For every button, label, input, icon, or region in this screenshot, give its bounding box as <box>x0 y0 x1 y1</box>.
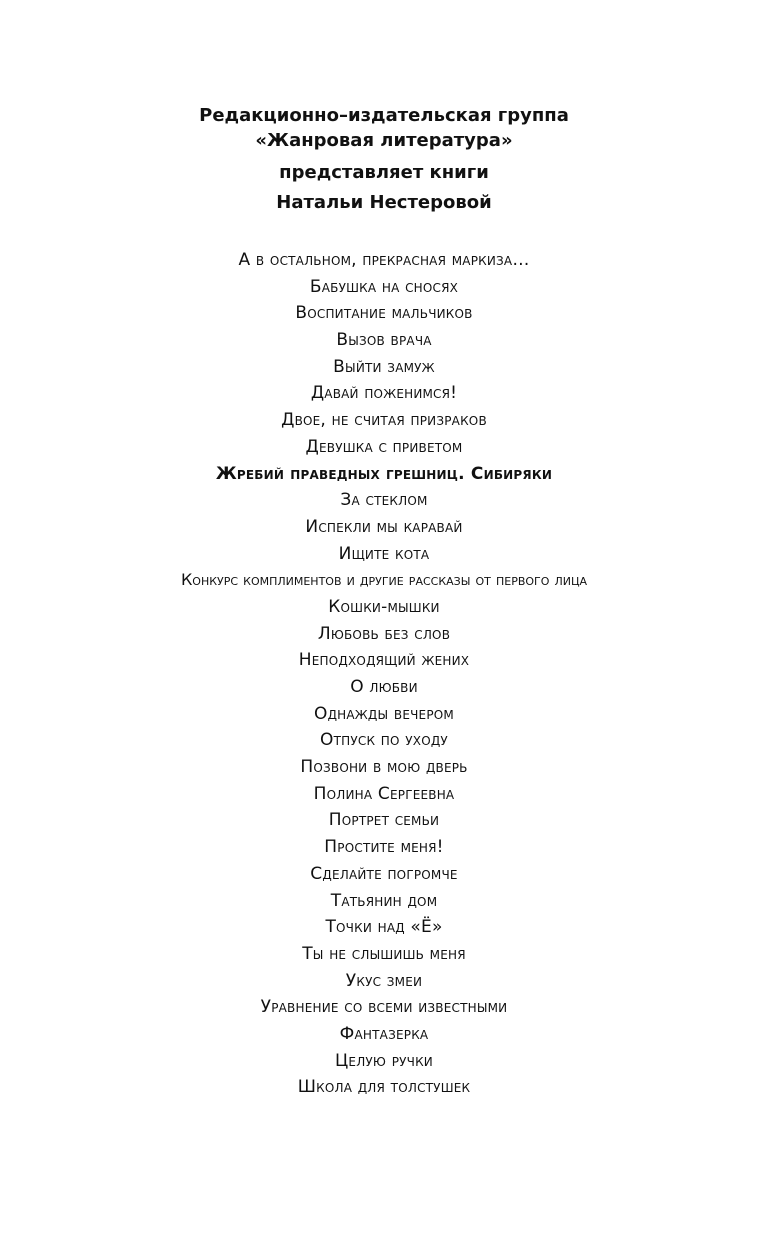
book-title: Неподходящий жених <box>298 650 470 671</box>
book-title: Отпуск по уходу <box>320 730 448 751</box>
book-title: Точки над «Ё» <box>325 917 443 938</box>
publisher-header <box>0 103 768 218</box>
book-title: Кошки-мышки <box>328 596 440 617</box>
book-title: Целую ручки <box>335 1050 433 1071</box>
presents-books-line: представляет книги <box>279 162 489 183</box>
book-title: Татьянин дом <box>330 890 438 911</box>
book-title: А в остальном, прекрасная маркиза… <box>238 250 530 270</box>
book-title: Любовь без слов <box>317 623 451 644</box>
book-title: Простите меня! <box>324 837 444 858</box>
book-title: Однажды вечером <box>314 703 454 724</box>
book-title: Укус змеи <box>345 970 423 991</box>
book-title: Девушка с приветом <box>305 436 463 457</box>
book-title: Двое, не считая призраков <box>281 410 487 431</box>
book-title: Фантазерка <box>339 1023 429 1044</box>
book-title: Вызов врача <box>336 330 432 351</box>
book-title: За стеклом <box>340 490 428 511</box>
book-title: О любви <box>350 677 418 697</box>
book-title: Давай поженимся! <box>310 383 458 404</box>
book-title: Выйти замуж <box>333 356 435 377</box>
book-title: Портрет семьи <box>328 810 440 831</box>
book-title: Испекли мы каравай <box>305 516 463 537</box>
book-title: Ищите кота <box>338 543 430 564</box>
book-title: Позвони в мою дверь <box>300 757 468 778</box>
author-name: Натальи Нестеровой <box>276 192 492 213</box>
book-title: Школа для толстушек <box>297 1077 471 1098</box>
publisher-group-name: Редакционно–издательская группа <box>199 105 569 126</box>
book-title-list <box>0 247 768 1101</box>
book-title: Сделайте погромче <box>310 863 458 884</box>
publisher-imprint-name: «Жанровая литература» <box>255 130 513 151</box>
book-title: Полина Сергеевна <box>313 783 455 804</box>
book-title: Уравнение со всеми известными <box>260 997 508 1018</box>
book-title-highlighted: Жребий праведных грешниц. Сибиряки <box>215 463 553 484</box>
book-title: Ты не слышишь меня <box>302 943 466 964</box>
book-title: Бабушка на сносях <box>309 276 459 297</box>
book-title: Воспитание мальчиков <box>295 303 473 324</box>
book-title: Конкурс комплиментов и другие рассказы от первого лица <box>180 570 588 590</box>
